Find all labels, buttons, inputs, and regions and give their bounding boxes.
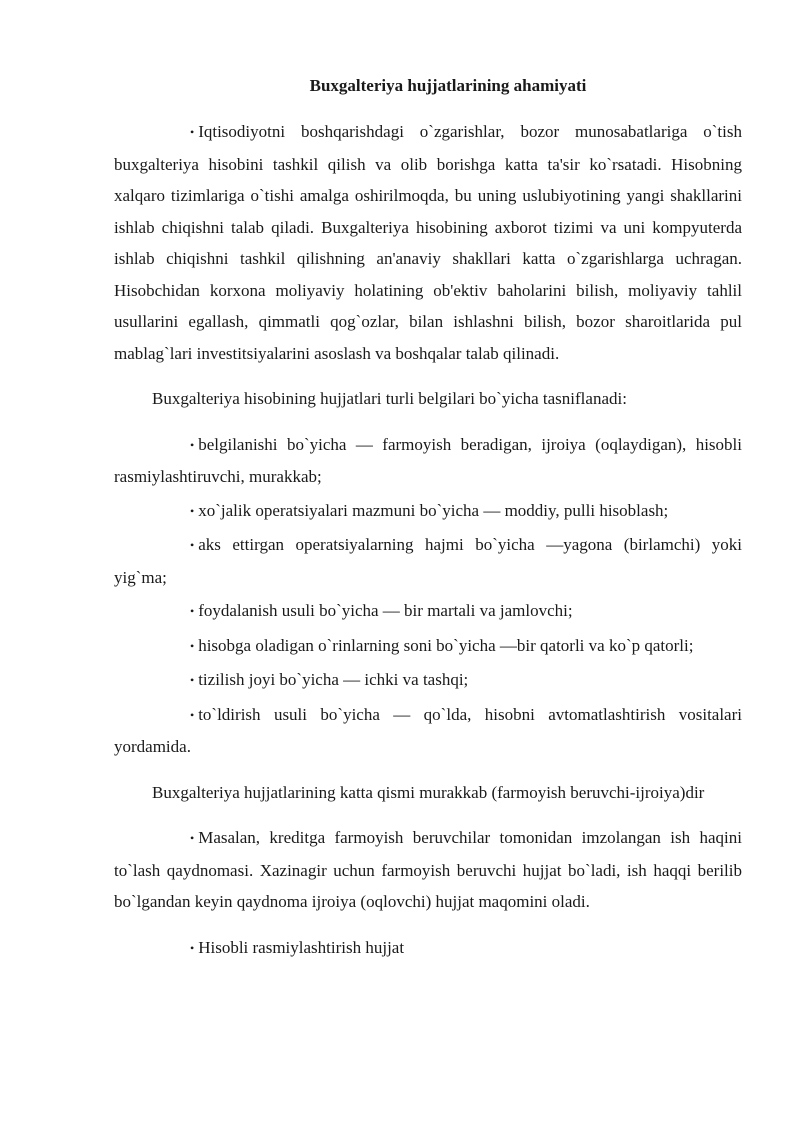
paragraph-intro	[114, 116, 742, 369]
bullet-icon: •	[190, 503, 195, 518]
bullet-icon: •	[190, 638, 195, 653]
bullet-icon: •	[190, 604, 195, 618]
list-item	[114, 429, 742, 493]
list-item-text: aks ettirgan operatsiyalarning hajmi bo`yicha —yagona (birlamchi) yoki yig`ma;	[114, 535, 742, 587]
list-item-text: belgilanishi bo`yicha — farmoyish beradigan, ijroiya (oqlaydigan), hisobli rasmiylashtiruvchi, murakkab;	[114, 434, 742, 486]
bullet-icon: •	[190, 125, 195, 139]
paragraph-complex-docs	[114, 777, 742, 809]
list-item	[114, 699, 742, 763]
paragraph-text: Buxgalteriya hisobining hujjatlari turli belgilari bo`yicha tasniflanadi:	[152, 389, 627, 408]
list-item	[114, 630, 742, 663]
list-item	[114, 495, 742, 528]
document-title: Buxgalteriya hujjatlarining ahamiyati	[309, 76, 587, 95]
list-item-text: foydalanish usuli bo`yicha — bir martali va jamlovchi;	[198, 601, 573, 620]
list-item-text: tizilish joyi bo`yicha — ichki va tashqi;	[198, 670, 469, 689]
list-item-text: to`ldirish usuli bo`yicha — qo`lda, hisobni avtomatlashtirish vositalari yordamida.	[114, 704, 742, 756]
paragraph-last	[114, 932, 742, 965]
list-item	[114, 595, 742, 628]
bullet-icon: •	[190, 437, 195, 452]
paragraph-text: Masalan, kreditga farmoyish beruvchilar tomonidan imzolangan ish haqini to`lash qaydnomasi. Xazinagir uchun farmoyish beruvchi hujjat bo`ladi, ish haqqi berilib bo`lgandan keyin qaydnoma ijroiya (oqlovchi) hujjat maqomini oladi.	[114, 828, 742, 911]
paragraph-text: Hisobli rasmiylashtirish hujjat	[198, 937, 405, 957]
paragraph-text: Buxgalteriya hujjatlarining katta qismi murakkab (farmoyish beruvchi-ijroiya)dir	[152, 782, 705, 802]
bullet-icon: •	[190, 940, 195, 955]
list-item-text: xo`jalik operatsiyalari mazmuni bo`yicha — moddiy, pulli hisoblash;	[198, 500, 669, 520]
bullet-icon: •	[190, 673, 195, 687]
bullet-icon: •	[190, 831, 195, 845]
list-item	[114, 529, 742, 593]
paragraph-classification-heading	[114, 383, 742, 415]
bullet-icon: •	[190, 707, 195, 722]
list-item-text: hisobga oladigan o`rinlarning soni bo`yicha —bir qatorli va ko`p qatorli;	[198, 635, 694, 655]
list-item	[114, 664, 742, 697]
document-page	[114, 72, 742, 964]
paragraph-text: Iqtisodiyotni boshqarishdagi o`zgarishlar, bozor munosabatlariga o`tish buxgalteriya hisobini tashkil qilish va olib borishga katta ta'sir ko`rsatadi. Hisobning xalqaro tizimlariga o`tishi amalga oshirilmoqda, bu uning uslubiyotining yangi shakllarini ishlab chiqishni talab qiladi. Buxgalteriya hisobining axborot tizimi va uni kompyuterda ishlab chiqishni tashkil qilishning an'anaviy shakllari katta o`zgarishlarga uchragan. Hisobchidan korxona moliyaviy holatining ob'ektiv baholarini bilish, moliyaviy tahlil usullarini egallash, qimmatli qog`ozlar, bilan ishlashni bilish, bozor sharoitlarida pul mablag`lari investitsiyalarini asoslash va boshqalar talab qilinadi.	[114, 122, 742, 363]
bullet-icon: •	[190, 538, 195, 552]
paragraph-example	[114, 822, 742, 918]
